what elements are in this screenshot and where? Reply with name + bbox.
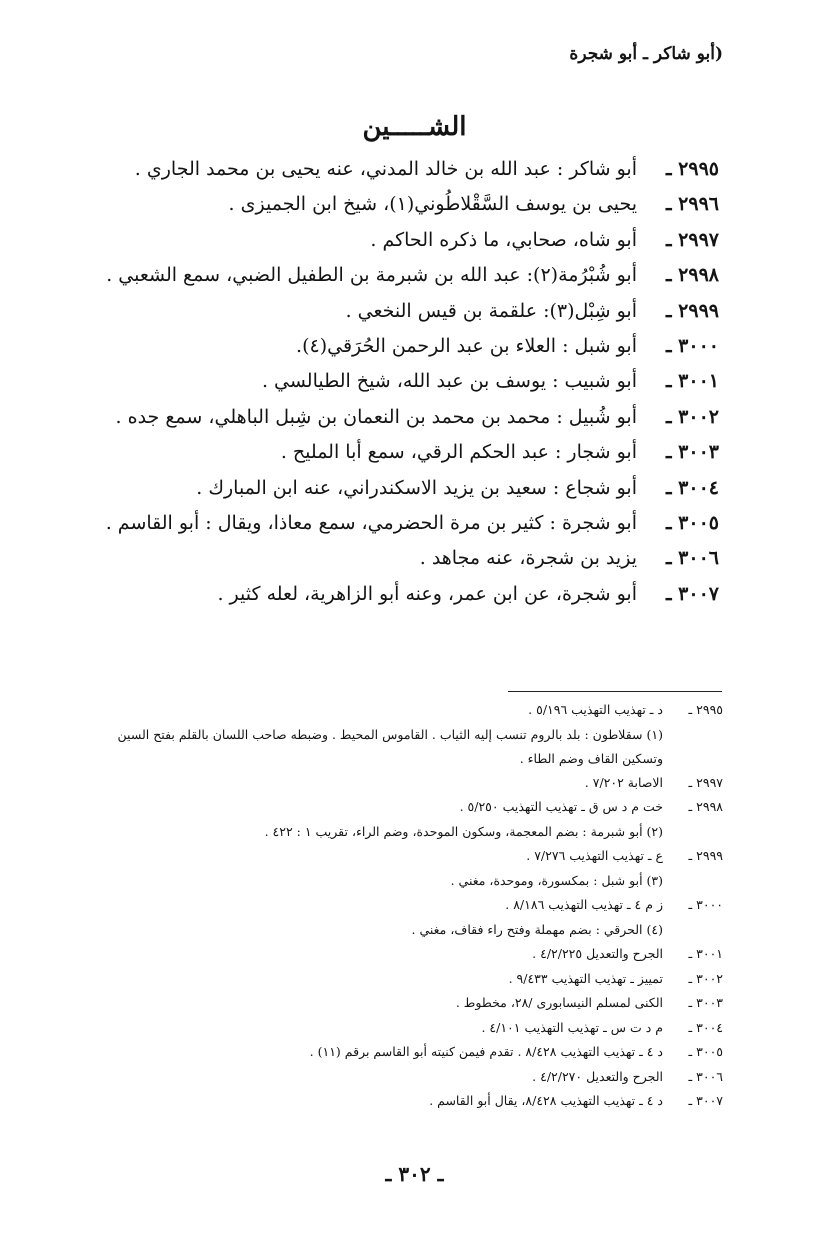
source-note [83, 771, 723, 796]
note-number: ٣٠٠٧ ـ [688, 1093, 723, 1108]
entry-number: ٣٠٠٦ ـ [665, 547, 719, 570]
entry-number: ٣٠٠٠ ـ [665, 334, 719, 357]
note-text: د ٤ ـ تهذيب التهذيب ٨/٤٢٨ . تقدم فيمن كنيته أبو القاسم برقم (١١) . [309, 1044, 663, 1059]
footnote [83, 918, 723, 943]
entry-text: أبو شاكر : عبد الله بن خالد المدني، عنه يحيى بن محمد الجاري . [134, 158, 637, 180]
entry-number: ٢٩٩٩ ـ [665, 299, 719, 322]
note-number: ٢٩٩٩ ـ [688, 848, 723, 863]
footnote [83, 820, 723, 845]
entry-text: أبو شبل : العلاء بن عبد الرحمن الحُرَقي(٤). [296, 334, 637, 357]
note-text: (٢) أبو شبرمة : بضم المعجمة، وسكون الموحدة، وضم الراء، تقريب ١ : ٤٢٢ . [264, 823, 663, 839]
entry-number: ٣٠٠٤ ـ [665, 476, 719, 499]
source-note [83, 795, 723, 820]
source-note [83, 1089, 723, 1114]
entry-list [29, 158, 719, 618]
note-text: الجرح والتعديل ٤/٢/٢٢٥ . [532, 946, 663, 961]
entry [29, 512, 719, 547]
entry-text: أبو شجرة : كثير بن مرة الحضرمي، سمع معاذا، ويقال : أبو القاسم . [105, 511, 637, 534]
note-text: خت م د س ق ـ تهذيب التهذيب ٥/٢٥٠ . [459, 799, 663, 814]
footnote-divider [508, 691, 722, 692]
note-text: الكنى لمسلم النيسابورى /٢٨، مخطوط . [455, 995, 663, 1010]
entry-number: ٢٩٩٥ ـ [665, 158, 719, 180]
note-number: ٣٠٠٦ ـ [688, 1068, 723, 1084]
note-number: ٣٠٠٠ ـ [688, 897, 723, 912]
entry [29, 583, 719, 618]
footnote [83, 723, 723, 771]
note-number: ٣٠٠١ ـ [688, 946, 723, 961]
entry [29, 193, 719, 228]
entry-text: أبو شبيب : يوسف بن عبد الله، شيخ الطيالسي . [261, 370, 637, 393]
entry-text: أبو شجار : عبد الحكم الرقي، سمع أبا المليح . [280, 441, 637, 464]
entry [29, 547, 719, 582]
running-head: (أبو شاكر ـ أبو شجرة [569, 44, 723, 64]
note-number: ٣٠٠٥ ـ [688, 1044, 723, 1059]
entry-text: أبو شِبْل(٣): علقمة بن قيس النخعي . [345, 299, 637, 322]
entry-number: ٣٠٠٣ ـ [665, 441, 719, 464]
source-note [83, 698, 723, 723]
note-number: ٢٩٩٥ ـ [688, 702, 723, 717]
entry-number: ٣٠٠٥ ـ [665, 511, 719, 534]
entry-text: يزيد بن شجرة، عنه مجاهد . [419, 547, 637, 570]
entry [29, 335, 719, 370]
source-note [83, 1016, 723, 1041]
source-note [83, 991, 723, 1016]
entry [29, 406, 719, 441]
note-text: (١) سقلاطون : بلد بالروم تنسب إليه الثياب . القاموس المحيط . وضبطه صاحب اللسان بالقلم بفتح السين وتسكين القاف وضم الطاء . [117, 726, 663, 766]
entry [29, 441, 719, 476]
note-text: د ٤ ـ تهذيب التهذيب ٨/٤٢٨، يقال أبو القاسم . [429, 1093, 663, 1108]
note-text: م د ت س ـ تهذيب التهذيب ٤/١٠١ . [481, 1019, 663, 1035]
source-note [83, 942, 723, 967]
entry [29, 370, 719, 405]
entry [29, 264, 719, 299]
entry-text: أبو شاه، صحابي، ما ذكره الحاكم . [370, 228, 637, 251]
source-note [83, 844, 723, 869]
entry-text: أبو شُبْرُمة(٢): عبد الله بن شبرمة بن الطفيل الضبي، سمع الشعبي . [106, 264, 637, 287]
note-text: د ـ تهذيب التهذيب ٥/١٩٦ . [528, 702, 663, 717]
section-title: الشـــــين [362, 112, 467, 142]
entry-text: أبو شُبيل : محمد بن محمد بن النعمان بن شِبل الباهلي، سمع جده . [115, 405, 637, 428]
entry [29, 158, 719, 193]
note-number: ٣٠٠٢ ـ [688, 970, 723, 986]
entry-text: أبو شجرة، عن ابن عمر، وعنه أبو الزاهرية، لعله كثير . [217, 582, 637, 605]
note-text: تمييز ـ تهذيب التهذيب ٩/٤٣٣ . [508, 970, 663, 986]
note-number: ٢٩٩٧ ـ [688, 774, 723, 790]
note-text: (٤) الحرقي : بضم مهملة وفتح راء فقاف، مغني . [411, 921, 663, 937]
note-text: الاصابة ٧/٢٠٢ . [584, 774, 663, 790]
entry-number: ٣٠٠١ ـ [665, 370, 719, 393]
entry-number: ٢٩٩٦ ـ [665, 193, 719, 216]
note-text: الجرح والتعديل ٤/٢/٢٧٠ . [532, 1068, 663, 1084]
entry-number: ٣٠٠٧ ـ [665, 582, 719, 605]
entry [29, 477, 719, 512]
note-text: ع ـ تهذيب التهذيب ٧/٢٧٦ . [526, 848, 663, 863]
entry [29, 229, 719, 264]
entry-number: ٢٩٩٨ ـ [665, 264, 719, 287]
source-note [83, 1040, 723, 1065]
footnote [83, 869, 723, 894]
source-note [83, 1065, 723, 1090]
note-number: ٣٠٠٣ ـ [688, 995, 723, 1010]
entry-number: ٢٩٩٧ ـ [665, 228, 719, 251]
note-text: (٣) أبو شبل : بمكسورة، وموحدة، مغني . [450, 872, 663, 888]
source-note [83, 967, 723, 992]
entry-text: يحيى بن يوسف السَّقْلاطُوني(١)، شيخ ابن الجميزى . [228, 193, 637, 216]
footnote-list [83, 698, 723, 1114]
source-note [83, 893, 723, 918]
entry-text: أبو شجاع : سعيد بن يزيد الاسكندراني، عنه ابن المبارك . [196, 476, 637, 499]
note-number: ٣٠٠٤ ـ [688, 1019, 723, 1035]
entry [29, 300, 719, 335]
entry-number: ٣٠٠٢ ـ [665, 405, 719, 428]
note-text: ز م ٤ ـ تهذيب التهذيب ٨/١٨٦ . [505, 897, 663, 912]
note-number: ٢٩٩٨ ـ [688, 799, 723, 814]
page-number: ـ ٣٠٢ ـ [385, 1162, 444, 1186]
